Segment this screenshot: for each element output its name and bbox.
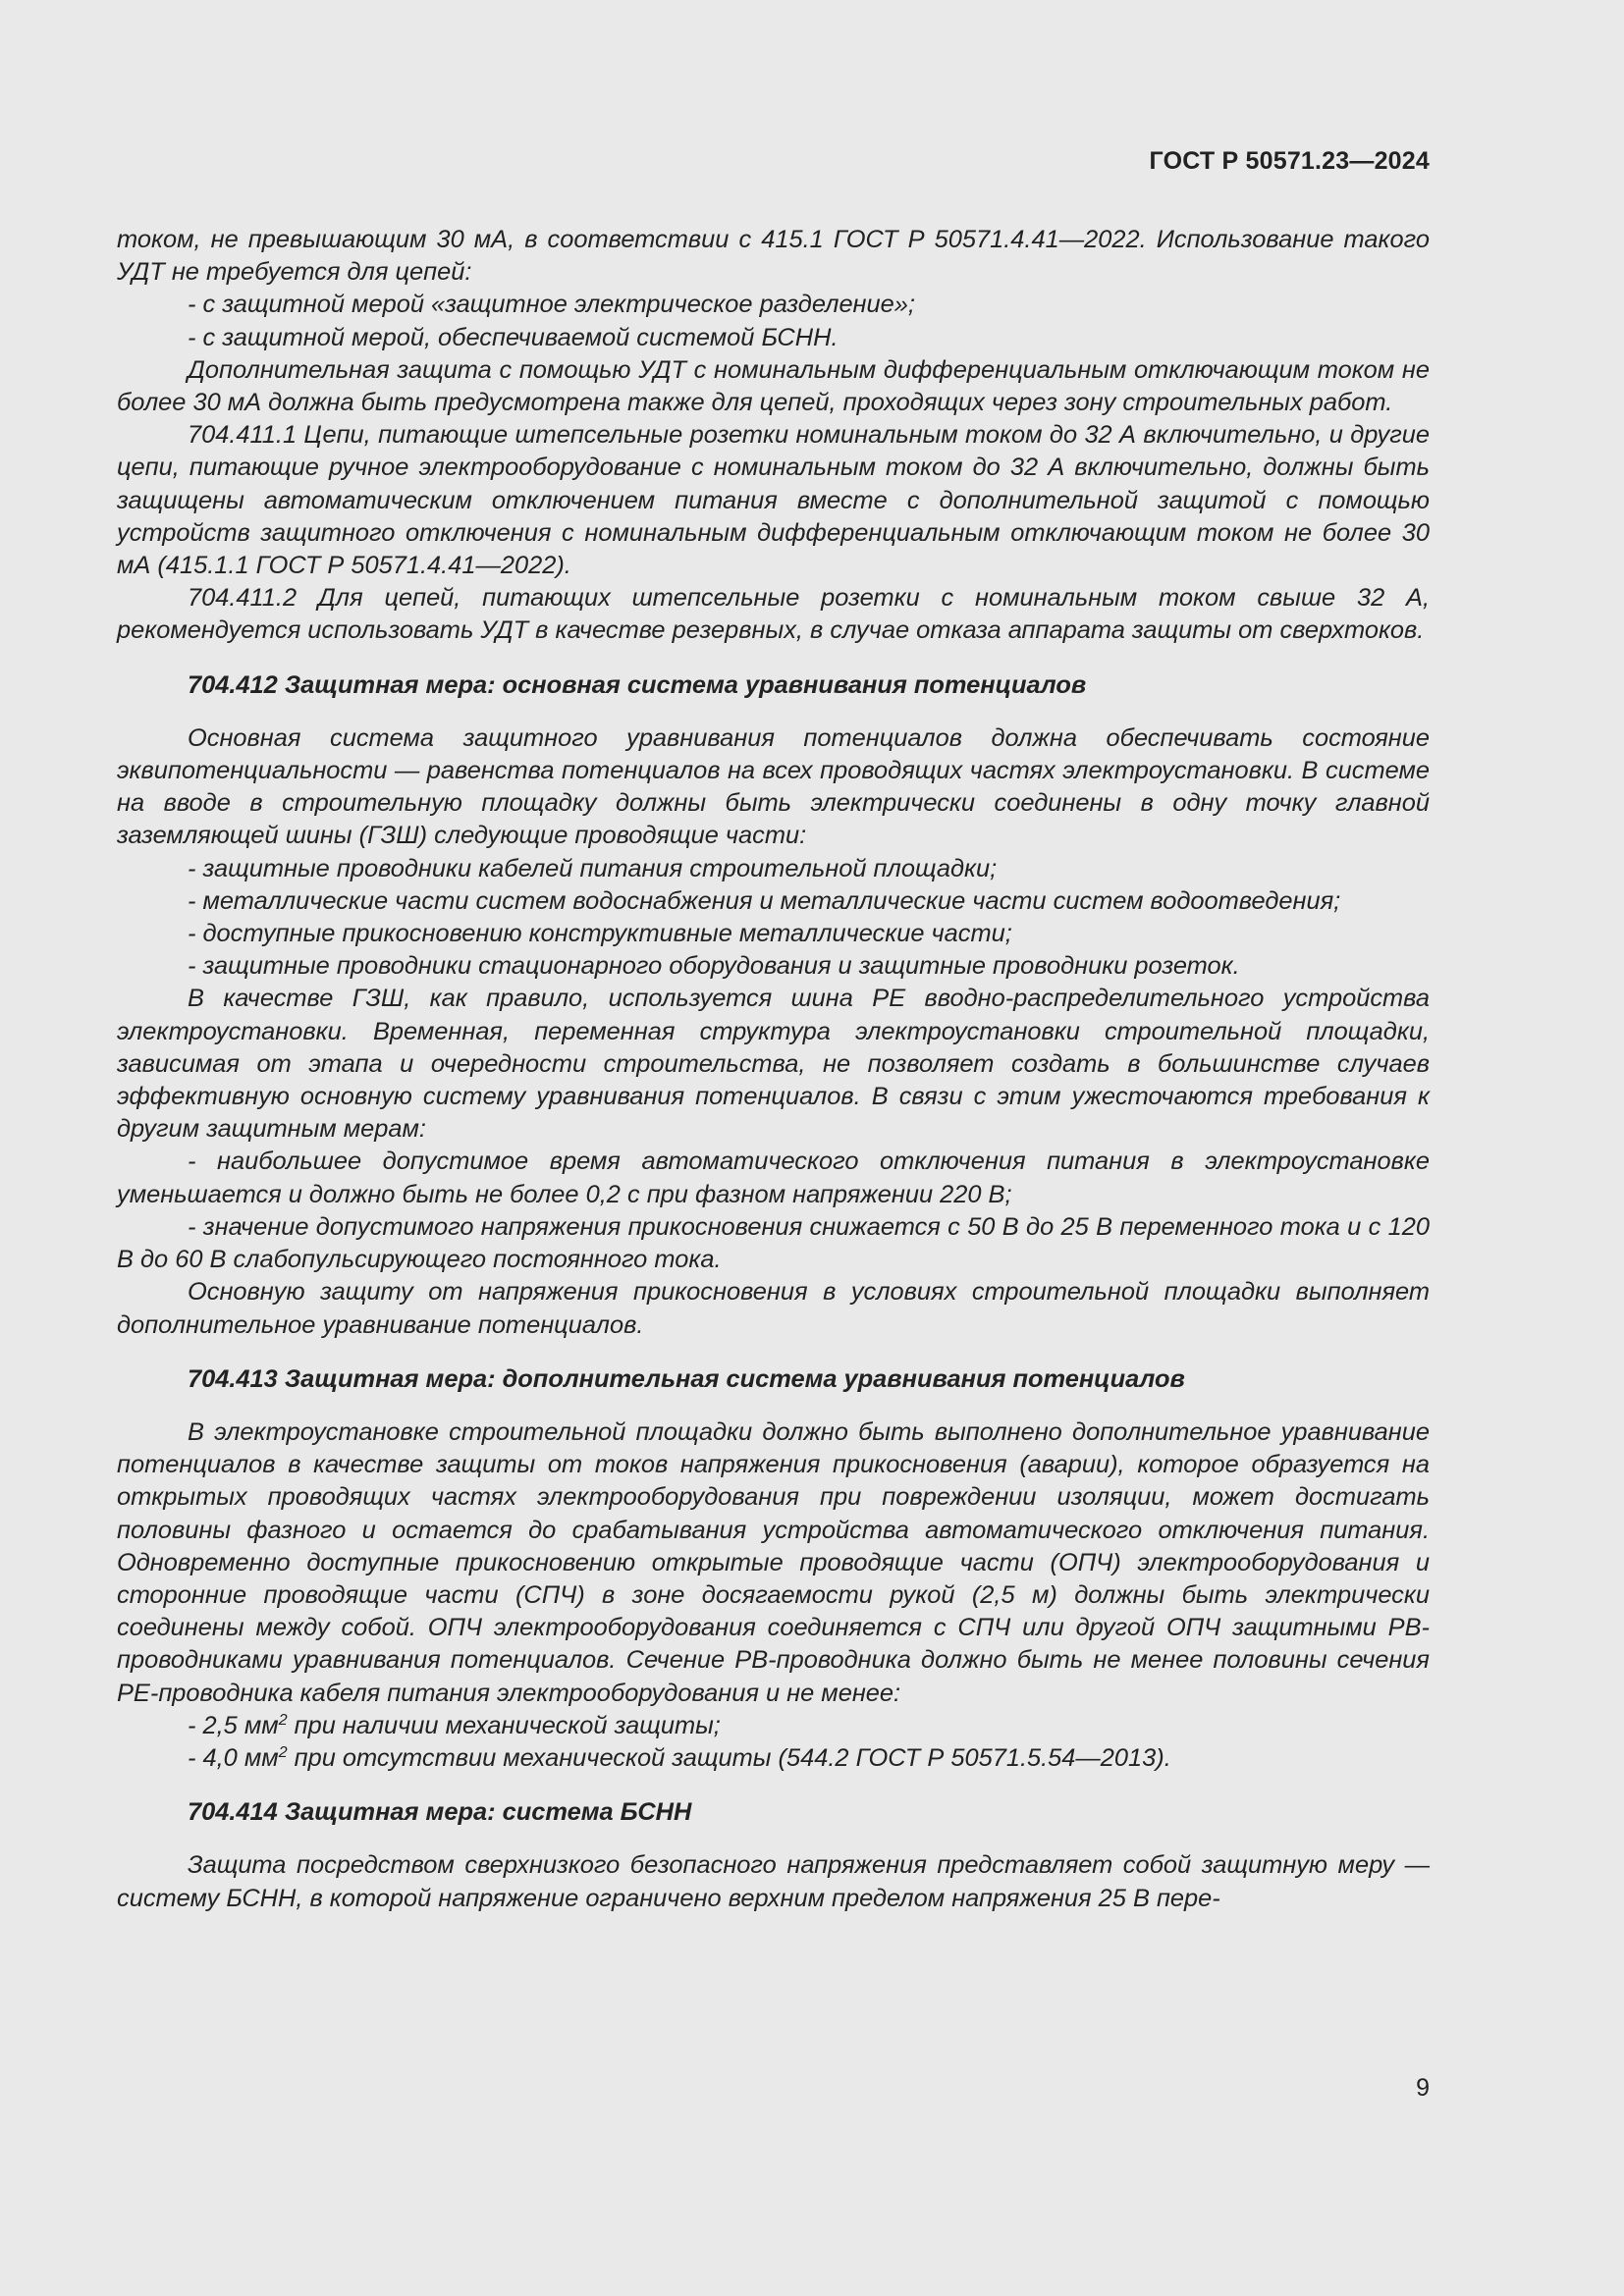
paragraph: током, не превышающим 30 мА, в соответствии с 415.1 ГОСТ Р 50571.4.41—2022. Использование такого УДТ не требуется для цепей:: [117, 226, 1430, 287]
superscript: 2: [278, 1711, 288, 1729]
clause-704-411-2: 704.411.2 Для цепей, питающих штепсельные розетки с номинальным током свыше 32 А, рекомендуется использовать УДТ в качестве резервных, в случае отказа аппарата защиты от сверхтоков.: [117, 584, 1430, 645]
paragraph: Основную защиту от напряжения прикосновения в условиях строительной площадки выполняет дополнительное уравнивание потенциалов.: [117, 1278, 1430, 1339]
section-heading-704-414: 704.414 Защитная мера: система БСНН: [188, 1798, 692, 1827]
item-text: - 4,0 мм: [188, 1743, 279, 1772]
paragraph: В качестве ГЗШ, как правило, используется шина РЕ вводно-распределительного устройства электроустановки. Временная, переменная структура электроустановки строительной площадки, зависимая от этапа и очередности строительства, не позволяет создать в большинстве случаев эффективную основную систему уравнивания потенциалов. В связи с этим ужесточаются требования к другим защитным мерам:: [117, 985, 1430, 1144]
item-text: при наличии механической защиты;: [287, 1711, 721, 1739]
list-item: - с защитной мерой «защитное электрическое разделение»;: [188, 291, 915, 319]
list-item: [117, 1710, 1430, 1742]
list-item: - защитные проводники кабелей питания строительной площадки;: [188, 854, 998, 882]
item-text: при отсутствии механической защиты (544.2 ГОСТ Р 50571.5.54—2013).: [287, 1743, 1171, 1772]
list-item: - с защитной мерой, обеспечиваемой системой БСНН.: [188, 323, 839, 351]
page-number: 9: [1416, 2074, 1430, 2102]
item-text: - 2,5 мм: [188, 1711, 279, 1739]
paragraph: В электроустановке строительной площадки должно быть выполнено дополнительное уравнивание потенциалов в качестве защиты от токов напряжения прикосновения (аварии), которое образуется на открытых проводящих частях электрооборудования при повреждении изоляции, может достигать половины фазного и остается до срабатывания устройства автоматического отключения питания. Одновременно доступные прикосновению открытые проводящие части (ОПЧ) электрооборудования и сторонние проводящие части (СПЧ) в зоне досягаемости рукой (2,5 м) должны быть электрически соединены между собой. ОПЧ электрооборудования соединяется с СПЧ или другой ОПЧ защитными РВ-проводниками уравнивания потенциалов. Сечение РВ-проводника должно быть не менее половины сечения РЕ-проводника кабеля питания электрооборудования и не менее:: [117, 1417, 1430, 1707]
section-heading-704-412: 704.412 Защитная мера: основная система уравнивания потенциалов: [188, 670, 1087, 699]
paragraph: Дополнительная защита с помощью УДТ с номинальным дифференциальным отключающим током не более 30 мА должна быть предусмотрена также для цепей, проходящих через зону строительных работ.: [117, 355, 1430, 417]
clause-704-411-1: 704.411.1 Цепи, питающие штепсельные розетки номинальным током до 32 А включительно, и другие цепи, питающие ручное электрооборудование с номинальным током до 32 А включительно, должны быть защищены автоматическим отключением питания вместе с дополнительной защитой с помощью устройств защитного отключения с номинальным дифференциальным отключающим током не более 30 мА (415.1.1 ГОСТ Р 50571.4.41—2022).: [117, 421, 1430, 580]
list-item: - значение допустимого напряжения прикосновения снижается с 50 В до 25 В переменного тока и с 120 В до 60 В слабопульсирующего постоянного тока.: [117, 1212, 1430, 1274]
document-header: ГОСТ Р 50571.23—2024: [1149, 147, 1430, 175]
document-body: [117, 224, 1430, 1915]
list-item: - наибольшее допустимое время автоматического отключения питания в электроустановке уменьшается и должно быть не более 0,2 с при фазном напряжении 220 В;: [117, 1148, 1430, 1208]
superscript: 2: [278, 1743, 288, 1761]
list-item: - защитные проводники стационарного оборудования и защитные проводники розеток.: [188, 952, 1240, 981]
paragraph: Основная система защитного уравнивания потенциалов должна обеспечивать состояние эквипотенциальности — равенства потенциалов на всех проводящих частях электроустановки. В системе на вводе в строительную площадку должны быть электрически соединены в одну точку главной заземляющей шины (ГЗШ) следующие проводящие части:: [117, 723, 1430, 850]
paragraph: Защита посредством сверхнизкого безопасного напряжения представляет собой защитную меру — систему БСНН, в которой напряжение ограничено верхним пределом напряжения 25 В пере-: [117, 1851, 1430, 1912]
list-item: [117, 1742, 1430, 1775]
section-heading-704-413: 704.413 Защитная мера: дополнительная система уравнивания потенциалов: [188, 1364, 1185, 1393]
list-item: - доступные прикосновению конструктивные металлические части;: [188, 920, 1012, 948]
list-item: - металлические части систем водоснабжения и металлические части систем водоотведения;: [188, 886, 1341, 915]
